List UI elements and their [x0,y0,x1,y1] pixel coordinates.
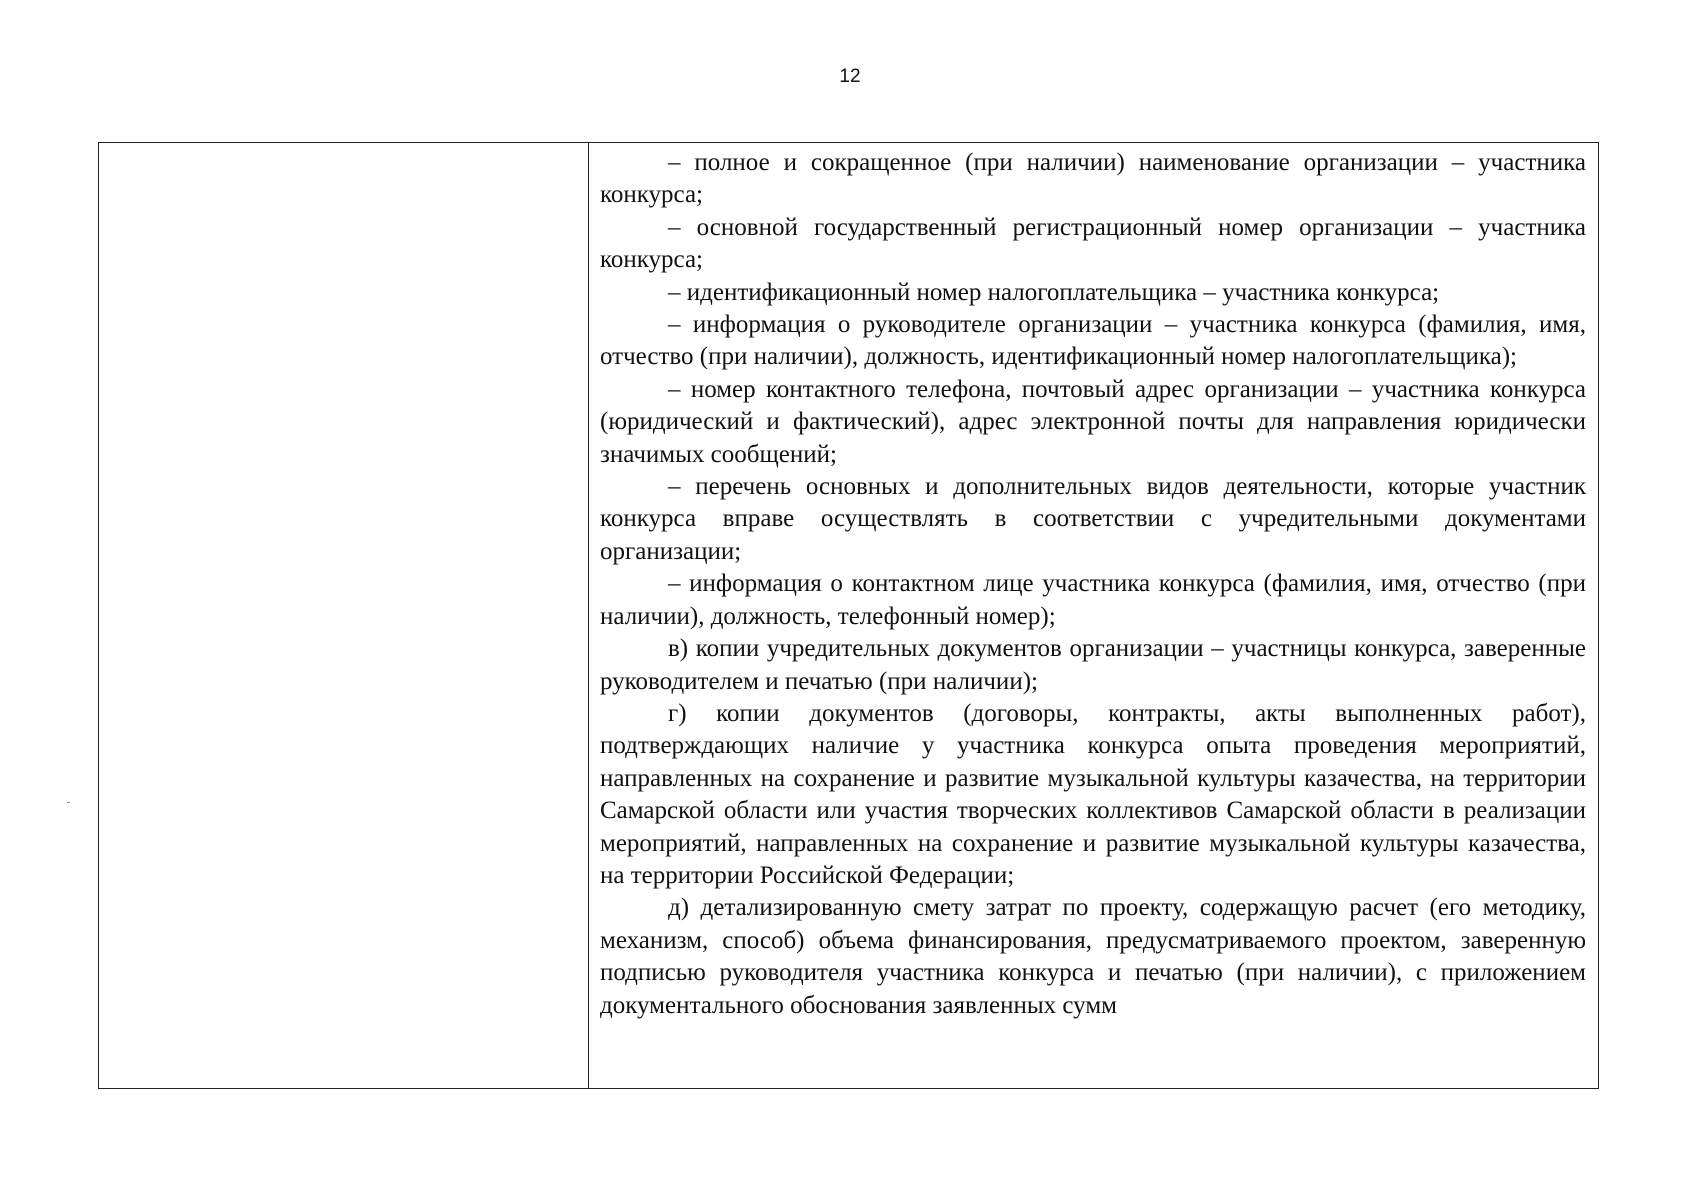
paragraph-item-d: д) детализированную смету затрат по проекту, содержащую расчет (его методику, механизм, способ) объема финансирования, предусматриваемого проектом, заверенную подписью руководителя участника конкурса и печатью (при наличии), с приложением документального обоснования заявленных сумм [600,894,1586,1019]
paragraph-inn: – идентификационный номер налогоплательщика – участника конкурса; [668,278,1440,306]
paragraph-head-info: – информация о руководителе организации – участника конкурса (фамилия, имя, отчество (при наличии), должность, идентификационный номер налогоплательщика); [600,311,1586,371]
paragraph-item-g: г) копии документов (договоры, контракты, акты выполненных работ), подтверждающих наличие у участника конкурса опыта проведения мероприятий, направленных на сохранение и развитие музыкальной культуры казачества, на территории Самарской области или участия творческих коллективов Самарской области в реализации мероприятий, направленных на сохранение и развитие музыкальной культуры казачества, на территории Российской Федерации; [600,699,1586,889]
paragraph-full-name: – полное и сокращенное (при наличии) наименование организации – участника конкурса; [600,149,1586,209]
document-table [98,142,1599,1089]
paragraph-item-v: в) копии учредительных документов организации – участницы конкурса, заверенные руководителем и печатью (при наличии); [600,635,1586,695]
paragraph-ogrn: – основной государственный регистрационный номер организации – участника конкурса; [600,213,1586,274]
paragraph-contact-person: – информация о контактном лице участника конкурса (фамилия, имя, отчество (при наличии), должность, телефонный номер); [600,570,1586,630]
table-left-cell [99,143,589,1088]
page-number: 12 [839,66,861,87]
table-right-cell [589,143,1598,1088]
paragraph-contacts: – номер контактного телефона, почтовый адрес организации – участника конкурса (юридический и фактический), адрес электронной почты для направления юридически значимых сообщений; [600,375,1586,468]
scan-artifact-mark [67,802,70,803]
paragraph-activities: – перечень основных и дополнительных видов деятельности, которые участник конкурса вправе осуществлять в соответствии с учредительными документами организации; [600,473,1586,565]
